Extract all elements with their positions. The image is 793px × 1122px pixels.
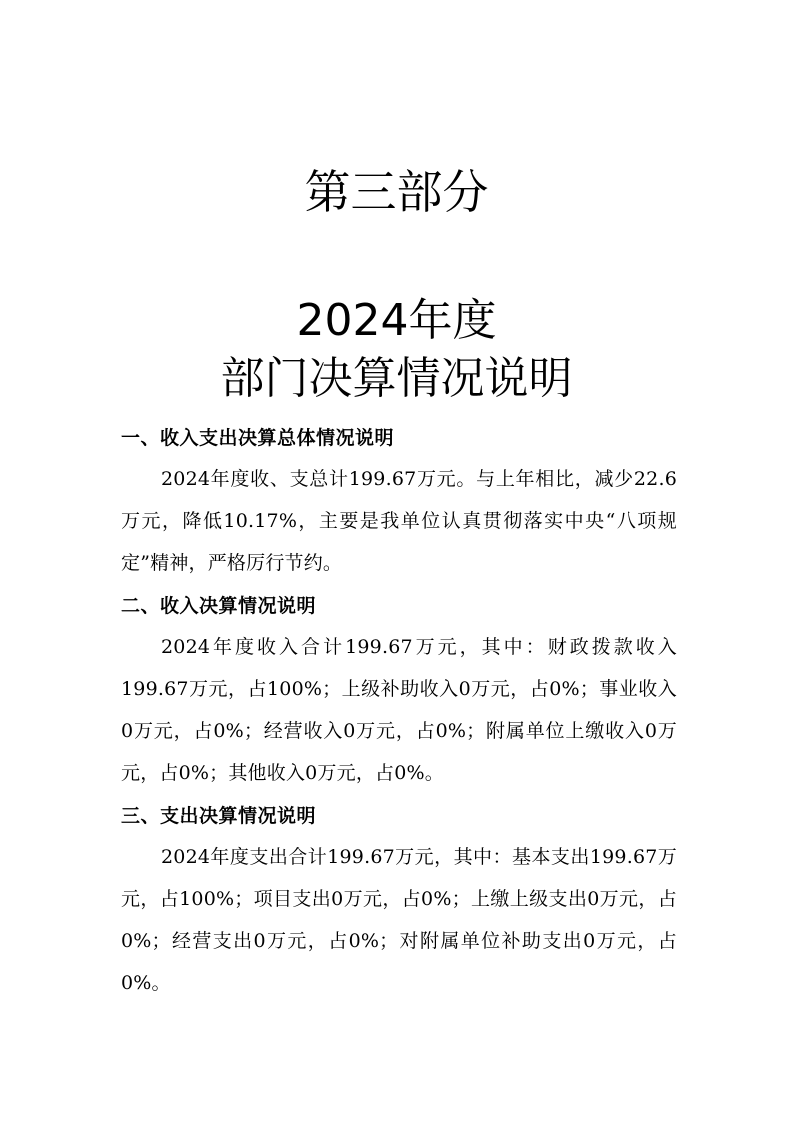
section-paragraph-overall: 2024年度收、支总计199.67万元。与上年相比，减少22.6万元，降低10.17%，主要是我单位认真贯彻落实中央“八项规定”精神，严格厉行节约。 [121, 468, 677, 574]
section-heading-income: 二、收入决算情况说明 [121, 595, 317, 617]
section-paragraph-income: 2024年度收入合计199.67万元，其中：财政拨款收入199.67万元，占100%；上级补助收入0万元，占0%；事业收入0万元，占0%；经营收入0万元，占0%；附属单位上缴收入0万元，占0%；其他收入0万元，占0%。 [121, 636, 677, 784]
section-heading-overall: 一、收入支出决算总体情况说明 [121, 427, 395, 449]
section-heading-expenditure: 三、支出决算情况说明 [121, 805, 317, 827]
section-paragraph-expenditure: 2024年度支出合计199.67万元，其中：基本支出199.67万元，占100%；项目支出0万元，占0%；上缴上级支出0万元，占0%；经营支出0万元，占0%；对附属单位补助支出0万元，占0%。 [121, 846, 677, 994]
report-title-year: 2024年度 [296, 295, 497, 346]
report-title [0, 292, 793, 408]
document-body [121, 418, 677, 1004]
part-title: 第三部分 [304, 165, 489, 219]
report-title-name: 部门决算情况说明 [220, 353, 573, 404]
